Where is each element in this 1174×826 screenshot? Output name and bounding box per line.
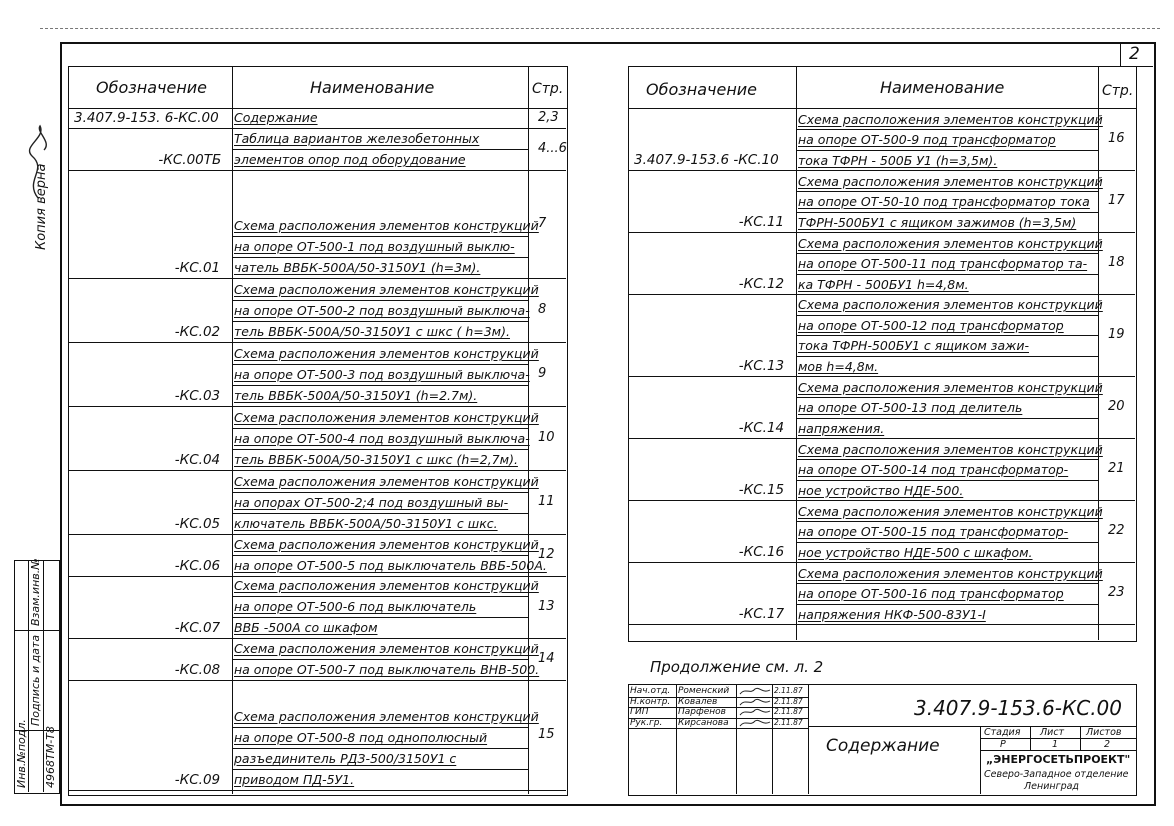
signer-date: 2.11.87: [774, 696, 803, 706]
row-code: -КС.14: [738, 420, 785, 436]
signer-role: Нач.отд.: [630, 686, 671, 696]
row-name-line: Схема расположения элементов конструкций: [234, 474, 539, 489]
row-page: 2,3: [538, 110, 559, 125]
name-underline: [796, 232, 1098, 233]
signer-name: Роменский: [678, 686, 730, 696]
row-divider: [68, 342, 232, 343]
row-divider: [1098, 500, 1135, 501]
row-divider: [628, 170, 796, 171]
name-underline: [796, 274, 1098, 275]
doc-title: Содержание: [826, 736, 940, 756]
row-name-line: на опоре ОТ-500-14 под трансформатор-: [798, 462, 1069, 477]
row-divider: [68, 278, 232, 279]
name-underline: [796, 315, 1098, 316]
name-underline: [232, 534, 528, 535]
sheet-label: Лист: [1040, 727, 1065, 738]
row-divider: [68, 638, 232, 639]
row-name-line: на опоре ОТ-500-7 под выключатель ВНВ-500.: [234, 662, 540, 677]
name-underline: [232, 727, 528, 728]
row-name-line: тока ТФРН-500БУ1 с ящиком зажи-: [798, 338, 1029, 353]
continuation-note: Продолжение см. л. 2: [650, 658, 824, 676]
row-name-line: тель ВВБК-500А/50-3150У1 с шкс (h=2,7м).: [234, 452, 518, 467]
row-divider: [528, 534, 566, 535]
row-divider: [68, 406, 232, 407]
row-page: 11: [538, 494, 555, 509]
row-divider: [528, 790, 566, 791]
row-divider: [68, 790, 232, 791]
name-underline: [232, 278, 528, 279]
right-header-code: Обозначение: [646, 80, 758, 99]
row-page: 10: [538, 430, 555, 445]
row-code: -КС.11: [738, 214, 785, 230]
row-name-line: на опоре ОТ-500-1 под воздушный выклю-: [234, 239, 515, 254]
name-underline: [232, 170, 528, 171]
row-divider: [528, 406, 566, 407]
row-name-line: Схема расположения элементов конструкций: [234, 537, 539, 552]
row-code: -КС.07: [174, 620, 221, 636]
signer-name: Ковалев: [678, 696, 718, 707]
swap-inv-label: Взам.инв.№: [29, 558, 42, 626]
sheet-value: 1: [1052, 739, 1059, 750]
name-underline: [796, 542, 1098, 543]
name-underline: [232, 257, 528, 258]
row-code: -КС.16: [738, 544, 785, 560]
name-underline: [232, 300, 528, 301]
sheets-label: Листов: [1086, 727, 1122, 738]
row-divider: [628, 294, 796, 295]
organization-name: „ЭНЕРГОСЕТЬПРОЕКТ": [986, 753, 1131, 766]
row-name-line: напряжения НКФ-500-83У1-I: [798, 606, 986, 622]
row-page: 19: [1108, 327, 1125, 342]
signer-signature: [738, 707, 772, 717]
row-code: -КС.17: [738, 606, 785, 622]
row-name-line: на опоре ОТ-500-8 под однополюсный: [234, 730, 488, 745]
row-name-line: Схема расположения элементов конструкций: [798, 503, 1103, 519]
row-divider: [528, 128, 566, 129]
row-divider: [68, 680, 232, 681]
name-underline: [796, 376, 1098, 377]
row-code: -КС.08: [174, 662, 221, 678]
row-divider: [528, 638, 566, 639]
row-divider: [528, 170, 566, 171]
row-divider: [628, 438, 796, 439]
doc-code: 3.407.9-153.6-КС.00: [914, 696, 1122, 720]
row-name-line: Схема расположения элементов конструкций: [798, 173, 1103, 189]
name-underline: [232, 236, 528, 237]
name-underline: [232, 342, 528, 343]
row-code: -КС.13: [738, 358, 785, 374]
row-name-line: на опорах ОТ-500-2;4 под воздушный вы-: [234, 495, 509, 510]
row-name-line: на опоре ОТ-500-2 под воздушный выключа-: [234, 303, 530, 318]
row-code: -КС.05: [174, 516, 221, 532]
row-name-line: приводом ПД-5У1.: [234, 772, 355, 787]
row-page: 13: [538, 599, 555, 614]
row-divider: [68, 534, 232, 535]
row-name-line: ТФРН-500БУ1 с ящиком зажимов (h=3,5м): [798, 214, 1077, 230]
row-name-line: ка ТФРН - 500БУ1 h=4,8м.: [798, 276, 969, 292]
name-underline: [232, 470, 528, 471]
row-name-line: на опоре ОТ-500-16 под трансформатор: [798, 586, 1064, 601]
signer-signature: [738, 718, 772, 728]
row-name-line: Схема расположения элементов конструкций: [234, 346, 539, 361]
row-divider: [1098, 232, 1135, 233]
name-underline: [232, 449, 528, 450]
organization-city: Ленинград: [1024, 781, 1079, 792]
row-name-line: на опоре ОТ-500-12 под трансформатор: [798, 317, 1064, 333]
sheets-value: 2: [1104, 739, 1111, 750]
trim-line: [40, 28, 1160, 29]
row-page: 8: [538, 302, 547, 317]
name-underline: [232, 680, 528, 681]
row-name-line: на опоре ОТ-500-6 под выключатель: [234, 599, 477, 614]
row-page: 14: [538, 651, 555, 666]
name-underline: [796, 438, 1098, 439]
row-name-line: тока ТФРН - 500Б У1 (h=3,5м).: [798, 152, 998, 168]
name-underline: [796, 459, 1098, 460]
row-code: -КС.09: [174, 772, 221, 788]
name-underline: [232, 321, 528, 322]
row-name-line: Таблица вариантов железобетонных: [234, 131, 480, 146]
left-header-page: Стр.: [532, 81, 564, 97]
signature-date-label: Подпись и дата: [29, 634, 42, 726]
row-code: -КС.06: [174, 558, 221, 574]
row-page: 15: [538, 727, 555, 742]
row-name-line: ное устройство НДЕ-500.: [798, 482, 964, 498]
signer-name: Парфенов: [678, 707, 726, 717]
row-name-line: Схема расположения элементов конструкций: [234, 709, 539, 724]
row-name-line: Схема расположения элементов конструкций: [798, 111, 1103, 127]
row-divider: [68, 470, 232, 471]
row-divider: [68, 170, 232, 171]
row-page: 22: [1108, 523, 1125, 538]
row-page: 23: [1108, 585, 1125, 600]
name-underline: [232, 769, 528, 770]
row-divider: [1098, 438, 1135, 439]
signer-signature: [738, 686, 772, 696]
left-header-code: Обозначение: [96, 78, 208, 97]
name-underline: [796, 418, 1098, 419]
row-name-line: Схема расположения элементов конструкций: [234, 578, 539, 593]
row-divider: [628, 232, 796, 233]
row-name-line: на опоре ОТ-500-11 под трансформатор та-: [798, 256, 1088, 271]
signer-date: 2.11.87: [774, 707, 803, 716]
row-name-line: разъединитель РДЗ-500/3150У1 с: [234, 751, 457, 766]
name-underline: [232, 128, 528, 129]
signer-role: Рук.гр.: [630, 717, 663, 728]
row-page: 16: [1108, 131, 1125, 146]
signer-date: 2.11.87: [774, 686, 803, 695]
row-divider: [528, 470, 566, 471]
row-divider: [628, 624, 796, 625]
name-underline: [796, 170, 1098, 171]
name-underline: [232, 596, 528, 597]
stage-value: Р: [1000, 739, 1006, 750]
signer-date: 2.11.87: [774, 717, 803, 727]
row-code: -КС.04: [174, 452, 221, 468]
name-underline: [796, 521, 1098, 522]
row-divider: [1098, 376, 1135, 377]
name-underline: [796, 335, 1098, 336]
signer-role: ГИП: [630, 707, 649, 717]
name-underline: [232, 428, 528, 429]
row-name-line: Схема расположения элементов конструкций: [798, 297, 1103, 312]
row-divider: [628, 500, 796, 501]
right-header-page: Стр.: [1102, 83, 1134, 99]
row-name-line: Схема расположения элементов конструкций: [234, 410, 539, 425]
row-name-line: элементов опор под оборудование: [234, 152, 466, 167]
row-page: 17: [1108, 193, 1125, 208]
row-name-line: ное устройство НДЕ-500 с шкафом.: [798, 544, 1033, 560]
row-name-line: чатель ВВБК-500А/50-3150У1 (h=3м).: [234, 260, 481, 275]
row-name-line: на опоре ОТ-500-4 под воздушный выключа-: [234, 431, 530, 446]
name-underline: [232, 364, 528, 365]
row-page: 20: [1108, 399, 1125, 414]
left-header-name: Наименование: [310, 78, 435, 97]
name-underline: [232, 149, 528, 150]
row-page: 18: [1108, 255, 1125, 270]
row-code: -КС.15: [738, 482, 785, 498]
row-name-line: тель ВВБК-500А/50-3150У1 (h=2.7м).: [234, 388, 478, 403]
name-underline: [796, 150, 1098, 151]
name-underline: [232, 790, 528, 791]
name-underline: [796, 129, 1098, 130]
verification-signature: [18, 120, 58, 200]
row-code: -КС.02: [174, 324, 221, 340]
row-page: 4...6: [538, 141, 567, 156]
row-divider: [1098, 624, 1135, 625]
row-name-line: тель ВВБК-500А/50-3150У1 с шкс ( h=3м).: [234, 324, 510, 339]
organization-branch: Северо-Западное отделение: [984, 769, 1129, 780]
row-name-line: на опоре ОТ-500-3 под воздушный выключа-: [234, 367, 530, 382]
row-divider: [68, 128, 232, 129]
signer-name: Кирсанова: [678, 717, 729, 728]
signer-signature: [738, 697, 772, 707]
row-divider: [1098, 170, 1135, 171]
row-code: -КС.03: [174, 388, 221, 404]
name-underline: [796, 624, 1098, 625]
name-underline: [232, 555, 528, 556]
row-divider: [1098, 294, 1135, 295]
name-underline: [796, 604, 1098, 605]
row-name-line: напряжения.: [798, 420, 885, 436]
row-divider: [528, 680, 566, 681]
row-page: 21: [1108, 461, 1125, 476]
row-name-line: Схема расположения элементов конструкций: [234, 282, 539, 297]
inventory-number: 4968ТМ-Т8: [44, 726, 57, 788]
name-underline: [796, 356, 1098, 357]
signer-role: Н.контр.: [630, 696, 671, 707]
name-underline: [796, 253, 1098, 254]
name-underline: [232, 638, 528, 639]
name-underline: [796, 480, 1098, 481]
row-name-line: мов h=4,8м.: [798, 358, 879, 374]
row-name-line: Схема расположения элементов конструкций: [798, 565, 1103, 581]
stage-label: Стадия: [984, 727, 1021, 738]
name-underline: [232, 406, 528, 407]
row-name-line: Схема расположения элементов конструкций: [798, 441, 1103, 457]
row-name-line: на опоре ОТ-500-5 под выключатель ВВБ-500А.: [234, 558, 547, 573]
row-code: 3.407.9-153. 6-КС.00: [74, 110, 219, 126]
row-name-line: на опоре ОТ-50-10 под трансформатор тока: [798, 194, 1090, 209]
row-name-line: на опоре ОТ-500-9 под трансформатор: [798, 132, 1056, 147]
row-name-line: на опоре ОТ-500-13 под делитель: [798, 400, 1023, 415]
name-underline: [232, 748, 528, 749]
row-name-line: Схема расположения элементов конструкций: [234, 218, 539, 233]
copy-verified-note: Копия верна: [34, 163, 49, 250]
row-divider: [1098, 562, 1135, 563]
row-name-line: Схема расположения элементов конструкций: [798, 235, 1103, 251]
row-page: 7: [538, 216, 547, 231]
row-name-line: Схема расположения элементов конструкций: [798, 379, 1103, 395]
name-underline: [232, 513, 528, 514]
name-underline: [796, 191, 1098, 192]
name-underline: [796, 212, 1098, 213]
row-code: 3.407.9-153.6 -КС.10: [634, 152, 779, 168]
row-name-line: ключатель ВВБК-500А/50-3150У1 с шкс.: [234, 516, 498, 531]
row-divider: [68, 576, 232, 577]
name-underline: [232, 659, 528, 660]
name-underline: [796, 562, 1098, 563]
row-name-line: ВВБ -500А со шкафом: [234, 620, 378, 635]
row-divider: [528, 576, 566, 577]
name-underline: [796, 397, 1098, 398]
inventory-label: Инв.№подл.: [15, 719, 28, 788]
row-code: -КС.00ТБ: [158, 152, 222, 168]
sheet-number: 2: [1129, 44, 1140, 64]
row-name-line: Содержание: [234, 110, 318, 125]
row-divider: [628, 376, 796, 377]
row-name-line: Схема расположения элементов конструкций: [234, 641, 539, 656]
name-underline: [796, 583, 1098, 584]
row-page: 12: [538, 547, 555, 562]
row-divider: [528, 278, 566, 279]
row-code: -КС.12: [738, 276, 785, 292]
right-header-name: Наименование: [880, 78, 1005, 97]
row-page: 9: [538, 366, 547, 381]
name-underline: [232, 492, 528, 493]
row-divider: [528, 342, 566, 343]
row-code: -КС.01: [174, 260, 221, 276]
name-underline: [232, 617, 528, 618]
name-underline: [232, 576, 528, 577]
row-divider: [628, 562, 796, 563]
name-underline: [796, 294, 1098, 295]
name-underline: [232, 385, 528, 386]
name-underline: [796, 500, 1098, 501]
row-name-line: на опоре ОТ-500-15 под трансформатор-: [798, 524, 1069, 539]
